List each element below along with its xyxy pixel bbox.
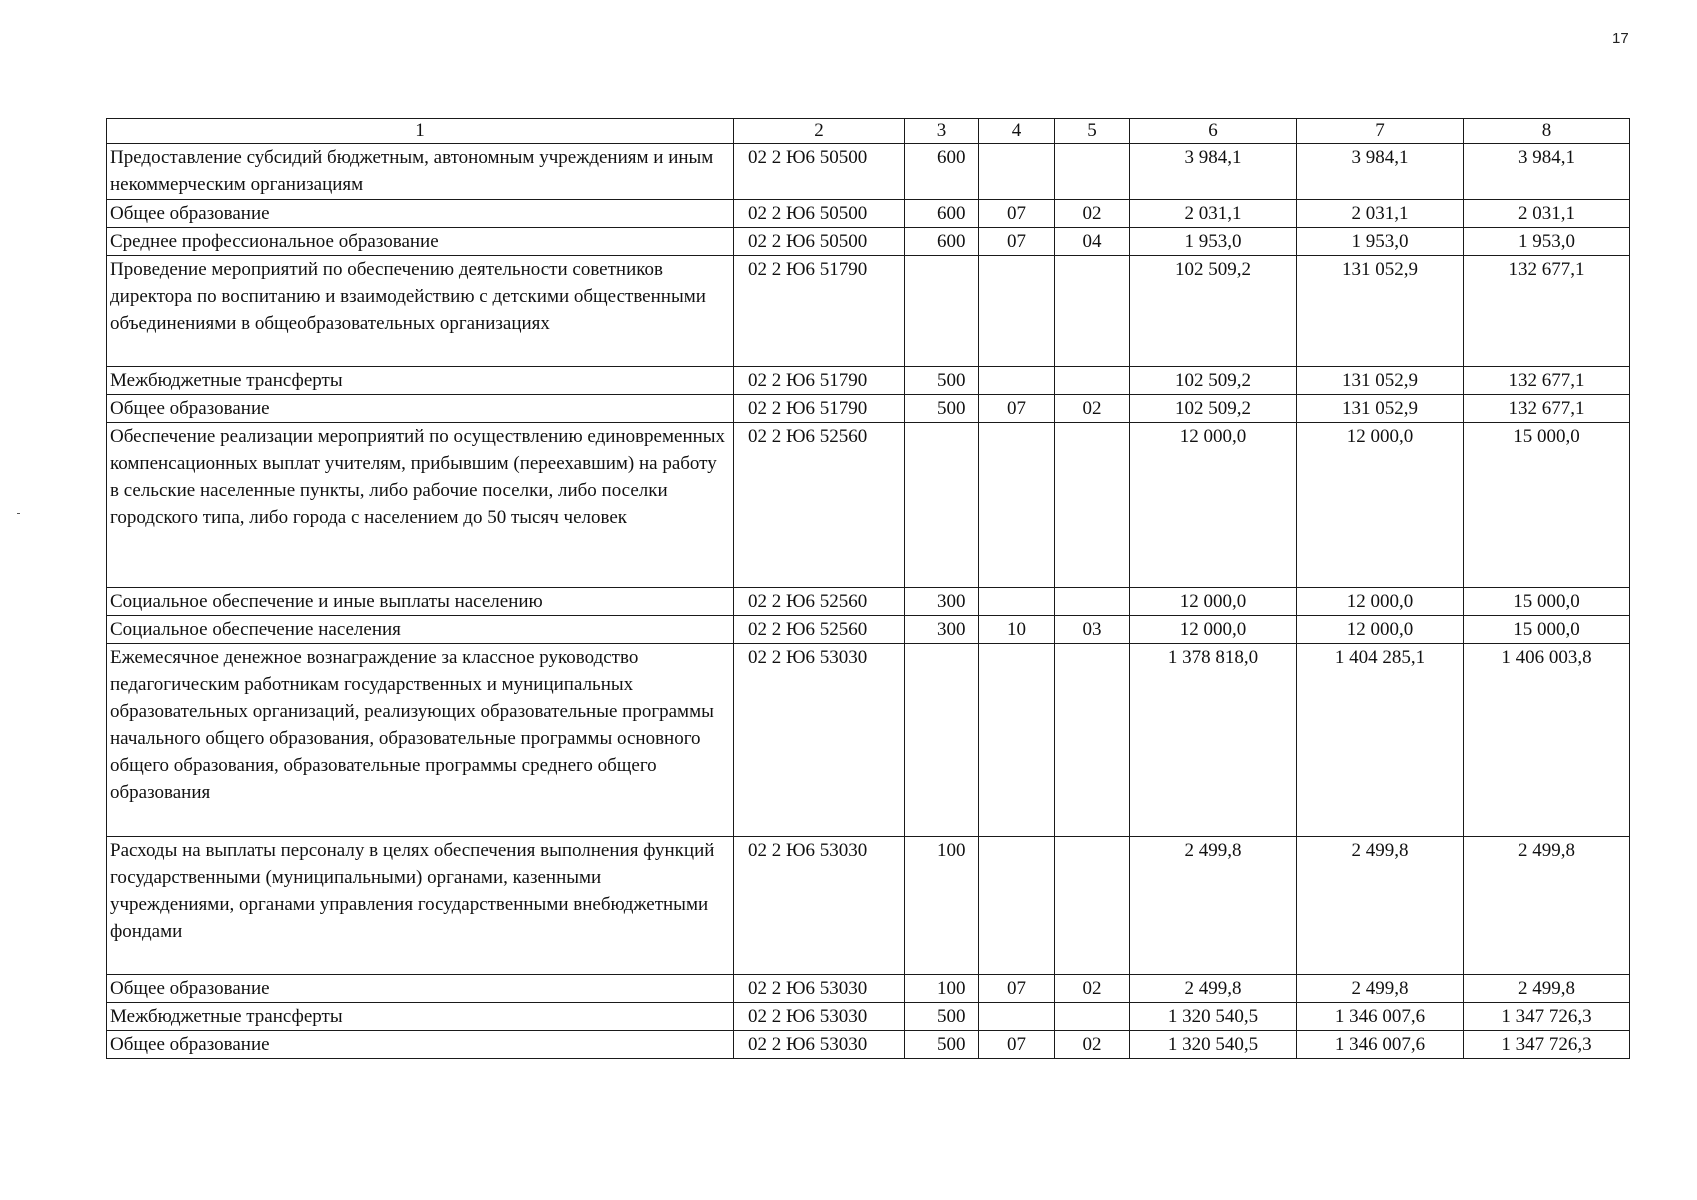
row-value-col8: 1 347 726,3: [1464, 1003, 1630, 1031]
table-header-row: [107, 119, 1630, 144]
table-row: [107, 616, 1630, 644]
row-section: [979, 644, 1055, 837]
table-row: [107, 644, 1630, 837]
row-target-code: 02 2 Ю6 51790: [734, 256, 905, 367]
column-header-8: 8: [1464, 119, 1630, 144]
row-value-col8: 132 677,1: [1464, 395, 1630, 423]
row-target-code: 02 2 Ю6 52560: [734, 616, 905, 644]
row-subsection: 02: [1055, 1031, 1130, 1059]
row-value-col6: 102 509,2: [1130, 395, 1297, 423]
row-subsection: 02: [1055, 975, 1130, 1003]
row-name: Общее образование: [107, 395, 734, 423]
row-name: Среднее профессиональное образование: [107, 228, 734, 256]
column-header-5: 5: [1055, 119, 1130, 144]
row-value-col7: 1 346 007,6: [1297, 1003, 1464, 1031]
row-subsection: [1055, 837, 1130, 975]
row-expense-group: 600: [905, 144, 979, 200]
row-value-col8: 15 000,0: [1464, 616, 1630, 644]
budget-table: [106, 118, 1630, 1059]
row-value-col7: 1 404 285,1: [1297, 644, 1464, 837]
row-target-code: 02 2 Ю6 50500: [734, 200, 905, 228]
table-row: [107, 256, 1630, 367]
row-value-col7: 2 499,8: [1297, 837, 1464, 975]
row-value-col8: 15 000,0: [1464, 423, 1630, 588]
row-subsection: [1055, 256, 1130, 367]
row-section: 07: [979, 1031, 1055, 1059]
row-value-col6: 12 000,0: [1130, 423, 1297, 588]
row-value-col8: 2 499,8: [1464, 837, 1630, 975]
column-header-4: 4: [979, 119, 1055, 144]
row-value-col7: 12 000,0: [1297, 616, 1464, 644]
row-subsection: 02: [1055, 395, 1130, 423]
row-section: 07: [979, 975, 1055, 1003]
table-row: [107, 367, 1630, 395]
row-name: Общее образование: [107, 975, 734, 1003]
row-section: 07: [979, 395, 1055, 423]
row-section: 07: [979, 228, 1055, 256]
row-subsection: 04: [1055, 228, 1130, 256]
row-value-col6: 1 320 540,5: [1130, 1003, 1297, 1031]
row-value-col6: 1 320 540,5: [1130, 1031, 1297, 1059]
row-value-col8: 1 347 726,3: [1464, 1031, 1630, 1059]
row-value-col7: 1 346 007,6: [1297, 1031, 1464, 1059]
row-name: Расходы на выплаты персоналу в целях обеспечения выполнения функций государственными (муниципальными) органами, казенными учреждениями, органами управления государственными внебюджетными фондами: [107, 837, 734, 975]
row-section: [979, 837, 1055, 975]
row-target-code: 02 2 Ю6 53030: [734, 644, 905, 837]
row-value-col8: 2 499,8: [1464, 975, 1630, 1003]
row-value-col8: 132 677,1: [1464, 367, 1630, 395]
row-subsection: [1055, 423, 1130, 588]
row-name: Межбюджетные трансферты: [107, 1003, 734, 1031]
row-value-col6: 12 000,0: [1130, 588, 1297, 616]
table-row: [107, 144, 1630, 200]
row-expense-group: 500: [905, 395, 979, 423]
column-header-3: 3: [905, 119, 979, 144]
table-row: [107, 423, 1630, 588]
row-value-col8: 1 406 003,8: [1464, 644, 1630, 837]
row-name: Обеспечение реализации мероприятий по осуществлению единовременных компенсационных выплат учителям, прибывшим (переехавшим) на работу в сельские населенные пункты, либо рабочие поселки, либо поселки городского типа, либо города с населением до 50 тысяч человек: [107, 423, 734, 588]
table-row: [107, 837, 1630, 975]
row-expense-group: 100: [905, 975, 979, 1003]
row-section: 07: [979, 200, 1055, 228]
row-expense-group: [905, 423, 979, 588]
row-name: Социальное обеспечение населения: [107, 616, 734, 644]
row-value-col7: 3 984,1: [1297, 144, 1464, 200]
row-expense-group: 600: [905, 200, 979, 228]
table-row: [107, 975, 1630, 1003]
row-section: [979, 588, 1055, 616]
row-name: Общее образование: [107, 200, 734, 228]
row-name: Предоставление субсидий бюджетным, автономным учреждениям и иным некоммерческим организациям: [107, 144, 734, 200]
row-target-code: 02 2 Ю6 50500: [734, 228, 905, 256]
row-target-code: 02 2 Ю6 53030: [734, 975, 905, 1003]
row-expense-group: 500: [905, 1003, 979, 1031]
row-value-col6: 1 378 818,0: [1130, 644, 1297, 837]
row-subsection: 03: [1055, 616, 1130, 644]
row-section: [979, 1003, 1055, 1031]
row-target-code: 02 2 Ю6 50500: [734, 144, 905, 200]
row-value-col7: 1 953,0: [1297, 228, 1464, 256]
row-value-col8: 3 984,1: [1464, 144, 1630, 200]
row-section: 10: [979, 616, 1055, 644]
row-name: Межбюджетные трансферты: [107, 367, 734, 395]
row-section: [979, 144, 1055, 200]
column-header-7: 7: [1297, 119, 1464, 144]
row-value-col7: 12 000,0: [1297, 423, 1464, 588]
row-target-code: 02 2 Ю6 53030: [734, 1003, 905, 1031]
row-name: Социальное обеспечение и иные выплаты населению: [107, 588, 734, 616]
row-value-col8: 1 953,0: [1464, 228, 1630, 256]
row-expense-group: 600: [905, 228, 979, 256]
row-expense-group: 100: [905, 837, 979, 975]
row-target-code: 02 2 Ю6 51790: [734, 395, 905, 423]
table-row: [107, 228, 1630, 256]
row-target-code: 02 2 Ю6 53030: [734, 837, 905, 975]
table-row: [107, 588, 1630, 616]
row-name: Ежемесячное денежное вознаграждение за классное руководство педагогическим работникам государственных и муниципальных образовательных организаций, реализующих образовательные программы начального общего образования, образовательные программы основного общего образования, образовательные программы среднего общего образования: [107, 644, 734, 837]
row-value-col7: 2 499,8: [1297, 975, 1464, 1003]
row-value-col6: 2 499,8: [1130, 975, 1297, 1003]
column-header-2: 2: [734, 119, 905, 144]
row-value-col6: 2 499,8: [1130, 837, 1297, 975]
row-subsection: [1055, 588, 1130, 616]
row-target-code: 02 2 Ю6 53030: [734, 1031, 905, 1059]
scan-artifact-dot: [17, 513, 20, 514]
row-expense-group: [905, 644, 979, 837]
row-value-col8: 2 031,1: [1464, 200, 1630, 228]
row-value-col6: 2 031,1: [1130, 200, 1297, 228]
row-section: [979, 423, 1055, 588]
row-value-col6: 102 509,2: [1130, 367, 1297, 395]
page-number: 17: [1612, 30, 1629, 47]
row-name: Проведение мероприятий по обеспечению деятельности советников директора по воспитанию и взаимодействию с детскими общественными объединениями в общеобразовательных организациях: [107, 256, 734, 367]
row-value-col7: 12 000,0: [1297, 588, 1464, 616]
row-section: [979, 367, 1055, 395]
row-value-col7: 2 031,1: [1297, 200, 1464, 228]
row-value-col8: 132 677,1: [1464, 256, 1630, 367]
row-value-col6: 3 984,1: [1130, 144, 1297, 200]
row-subsection: 02: [1055, 200, 1130, 228]
table-row: [107, 1003, 1630, 1031]
table-row: [107, 200, 1630, 228]
row-value-col6: 1 953,0: [1130, 228, 1297, 256]
row-subsection: [1055, 644, 1130, 837]
row-subsection: [1055, 144, 1130, 200]
column-header-6: 6: [1130, 119, 1297, 144]
row-value-col7: 131 052,9: [1297, 256, 1464, 367]
row-value-col8: 15 000,0: [1464, 588, 1630, 616]
row-target-code: 02 2 Ю6 51790: [734, 367, 905, 395]
row-value-col6: 102 509,2: [1130, 256, 1297, 367]
row-value-col7: 131 052,9: [1297, 395, 1464, 423]
row-expense-group: 300: [905, 588, 979, 616]
table-row: [107, 1031, 1630, 1059]
row-subsection: [1055, 1003, 1130, 1031]
row-value-col7: 131 052,9: [1297, 367, 1464, 395]
row-subsection: [1055, 367, 1130, 395]
table-row: [107, 395, 1630, 423]
row-value-col6: 12 000,0: [1130, 616, 1297, 644]
row-target-code: 02 2 Ю6 52560: [734, 588, 905, 616]
row-expense-group: [905, 256, 979, 367]
row-expense-group: 500: [905, 1031, 979, 1059]
row-section: [979, 256, 1055, 367]
row-name: Общее образование: [107, 1031, 734, 1059]
column-header-1: 1: [107, 119, 734, 144]
row-expense-group: 500: [905, 367, 979, 395]
row-target-code: 02 2 Ю6 52560: [734, 423, 905, 588]
row-expense-group: 300: [905, 616, 979, 644]
